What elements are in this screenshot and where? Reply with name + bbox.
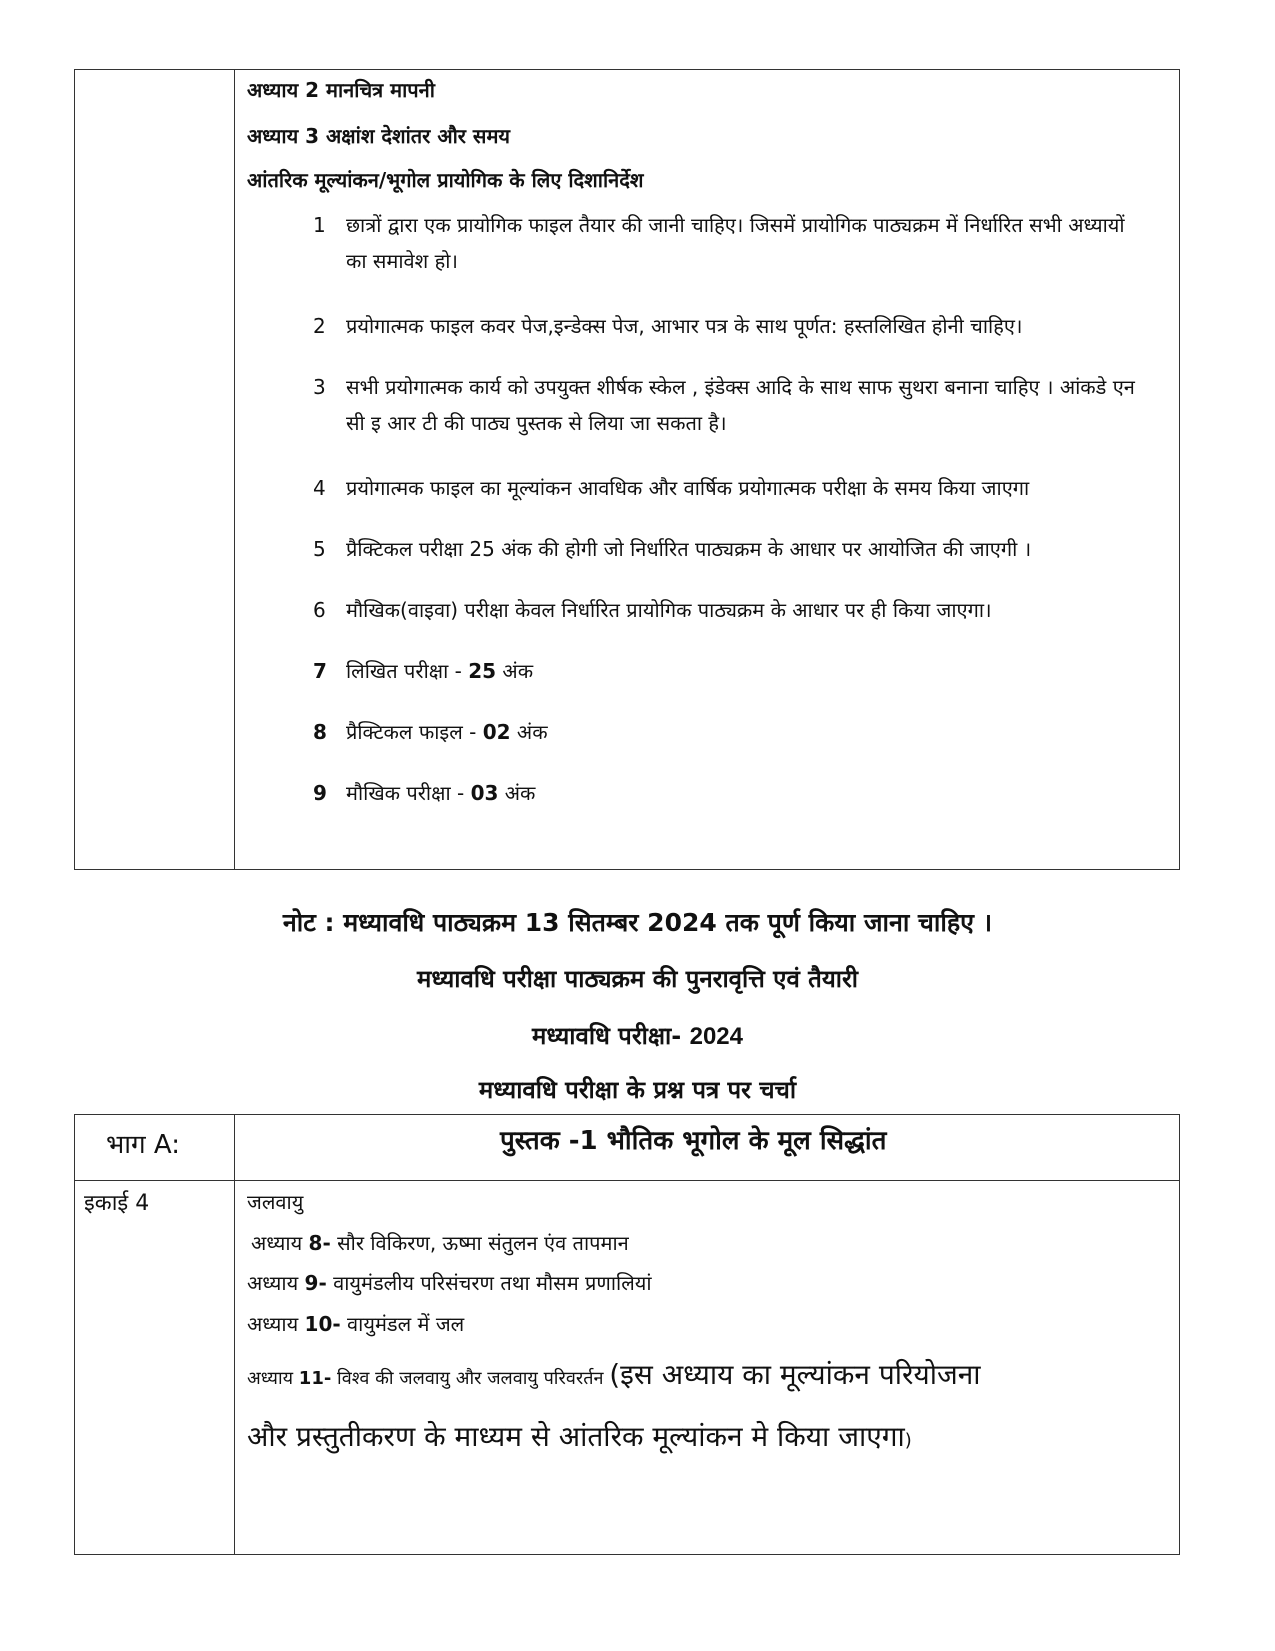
item-number: 9: [313, 781, 327, 805]
marks-item: [346, 718, 548, 746]
book-title: पुस्तक -1 भौतिक भूगोल के मूल सिद्धांत: [500, 1126, 887, 1156]
chapter-prefix: अध्याय: [247, 1271, 305, 1295]
chapter-prefix: अध्याय: [251, 1231, 309, 1255]
chapter-line: [247, 1310, 464, 1338]
chapter-text: विश्व की जलवायु और जलवायु परिवरर्तन: [331, 1368, 610, 1389]
chapter-number: 11-: [298, 1368, 332, 1389]
item-number: 5: [313, 537, 326, 561]
marks-value: 02: [482, 720, 511, 744]
discussion-heading: मध्यावधि परीक्षा के प्रश्न पत्र पर चर्चा: [478, 1076, 797, 1104]
marks-label: प्रैक्टिकल फाइल -: [346, 720, 483, 744]
guideline-item: सभी प्रयोगात्मक कार्य को उपयुक्त शीर्षक स्केल , इंडेक्स आदि के साथ साफ सुथरा बनाना चाहिए । आंकडे एन सी इ आर टी की पाठ्य पुस्तक से लिया जा सकता है।: [346, 375, 1135, 435]
midterm-exam-heading: [0, 1019, 1275, 1052]
assessment-note-line2-wrap: [247, 1413, 912, 1465]
chapter-text: वायुमंडलीय परिसंचरण तथा मौसम प्रणालियां: [326, 1271, 652, 1295]
guideline-item: प्रैक्टिकल परीक्षा 25 अंक की होगी जो निर्धारित पाठ्यक्रम के आधार पर आयोजित की जाएगी ।: [346, 537, 1032, 561]
syllabus-table-header-rule: [74, 1180, 1180, 1181]
marks-unit: अंक: [496, 659, 534, 683]
deadline-note: नोट : मध्यावधि पाठ्यक्रम 13 सितम्बर 2024 तक पूर्ण किया जाना चाहिए ।: [282, 908, 993, 937]
chapter-text: वायुमंडल में जल: [340, 1312, 465, 1336]
chapter-number: 9-: [304, 1271, 327, 1295]
marks-item: [346, 779, 535, 807]
marks-label: लिखित परीक्षा -: [346, 659, 469, 683]
marks-item: [346, 657, 533, 685]
item-number: 2: [313, 314, 326, 338]
guideline-heading: आंतरिक मूल्यांकन/भूगोल प्रायोगिक के लिए दिशानिर्देश: [247, 168, 644, 192]
guideline-item: प्रयोगात्मक फाइल का मूल्यांकन आवधिक और वार्षिक प्रयोगात्मक परीक्षा के समय किया जाएगा: [346, 476, 1030, 500]
revision-heading: मध्यावधि परीक्षा पाठ्यक्रम की पुनरावृत्ति एवं तैयारी: [416, 965, 859, 993]
guideline-item: प्रयोगात्मक फाइल कवर पेज,इन्डेक्स पेज, आभार पत्र के साथ पूर्णत: हस्तलिखित होनी चाहिए।: [346, 314, 1023, 338]
unit-label: इकाई 4: [84, 1191, 150, 1216]
item-number: 4: [313, 476, 326, 500]
item-number: 7: [313, 659, 327, 683]
chapter-11-line: [247, 1353, 981, 1401]
chapter-number: 10-: [304, 1312, 341, 1336]
item-number: 6: [313, 598, 326, 622]
assessment-note-line2: और प्रस्तुतीकरण के माध्यम से आंतरिक मूल्यांकन मे किया जाएगा: [247, 1420, 905, 1453]
marks-value: 25: [468, 659, 497, 683]
chapter-number: 8-: [308, 1231, 331, 1255]
marks-value: 03: [470, 781, 499, 805]
midterm-exam-label: मध्यावधि परीक्षा-: [532, 1022, 690, 1050]
guidelines-table-divider: [234, 69, 235, 870]
guideline-item: छात्रों द्वारा एक प्रायोगिक फाइल तैयार की जानी चाहिए। जिसमें प्रायोगिक पाठ्यक्रम में निर्धारित सभी अध्यायों का समावेश हो।: [346, 213, 1125, 273]
chapter-prefix: अध्याय: [247, 1312, 305, 1336]
chapter-line: [247, 1269, 652, 1297]
midterm-exam-year: 2024: [689, 1023, 743, 1050]
chapter-prefix: अध्याय: [247, 1368, 299, 1389]
marks-label: मौखिक परीक्षा -: [346, 781, 471, 805]
chapter-text: सौर विकिरण, ऊष्मा संतुलन एंव तापमान: [330, 1231, 629, 1255]
item-number: 8: [313, 720, 327, 744]
assessment-note-line1: (इस अध्याय का मूल्यांकन परियोजना: [609, 1358, 981, 1391]
marks-unit: अंक: [498, 781, 536, 805]
chapter-line: [251, 1229, 629, 1257]
marks-unit: अंक: [510, 720, 548, 744]
chapter-3-heading: अध्याय 3 अक्षांश देशांतर और समय: [247, 124, 511, 148]
item-number: 3: [313, 375, 326, 399]
assessment-note-close: ): [904, 1430, 912, 1451]
item-number: 1: [313, 213, 326, 237]
chapter-2-heading: अध्याय 2 मानचित्र मापनी: [247, 78, 435, 102]
topic-label: जलवायु: [247, 1190, 304, 1214]
part-label: भाग A:: [106, 1130, 181, 1160]
guideline-item: मौखिक(वाइवा) परीक्षा केवल निर्धारित प्रायोगिक पाठ्यक्रम के आधार पर ही किया जाएगा।: [346, 598, 992, 622]
